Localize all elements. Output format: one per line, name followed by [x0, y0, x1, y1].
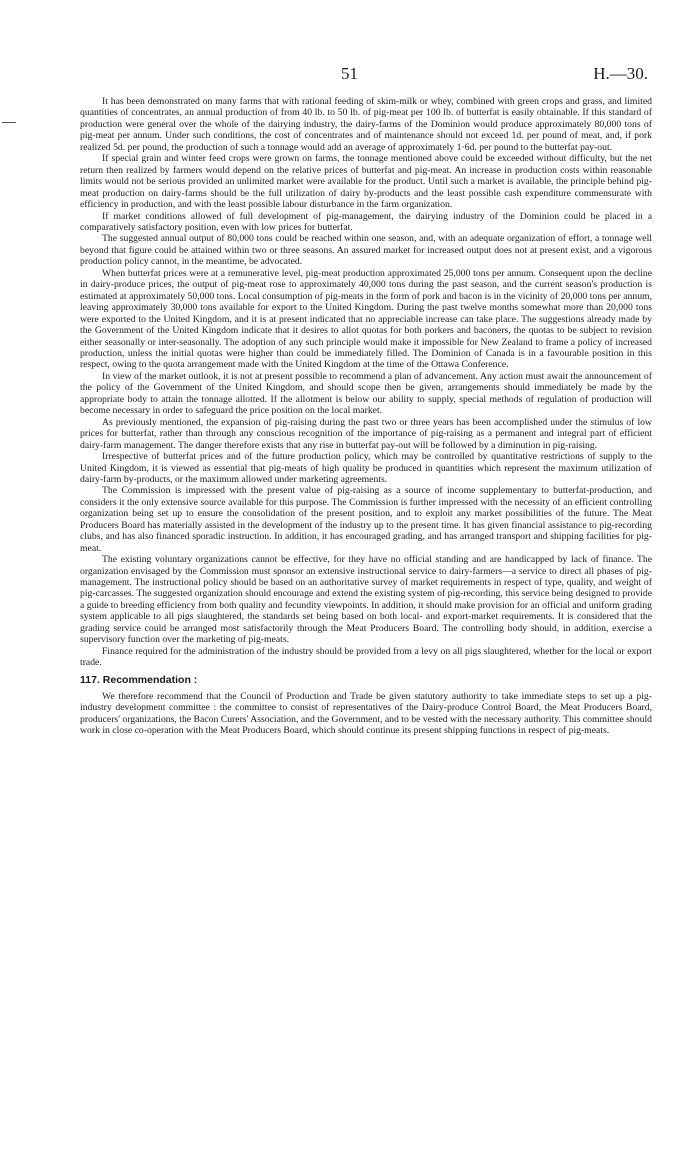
- page-number: 51: [341, 64, 358, 83]
- paragraph: If special grain and winter feed crops were grown on farms, the tonnage mentioned above could be exceeded without difficulty, but the net return then realized by farmers would depend on the relative prices of butterfat and pig-meat. An increase in production costs within reasonable limits would not be serious provided an unlimited market were available for the product. Until such a market is available, the principle behind pig-meat production on dairy-farms should be the full utilization of dairy by-products and the least possible cash expenditure commensurate with efficiency in production, and with the least possible labour disturbance in the farm organization.: [80, 153, 652, 211]
- paragraph: In view of the market outlook, it is not at present possible to recommend a plan of advancement. Any action must await the announcement of the policy of the Government of the United Kingdom, and should scope then be given, arrangements should immediately be made by the appropriate body to attain the tonnage allotted. If the allotment is below our ability to supply, special methods of regulation of production will become necessary in order to safeguard the price position on the local market.: [80, 370, 652, 417]
- paragraph: It has been demonstrated on many farms that with rational feeding of skim-milk or whey, combined with green crops and grass, and limited quantities of concentrates, an annual production of from 40 lb. to 50 lb. of pig-meat per 100 lb. of butterfat is easily obtainable. If this standard of production were general over the whole of the dairying industry, the dairy-farms of the Dominion would produce approximately 80,000 tons of pig-meat per annum. Under such conditions, the cost of concentrates and of maintenance should not exceed 1d. per pound of meat, and, if pork realized 5d. per pound, the production of such a tonnage would add an average of approximately 1·6d. per pound to the butterfat pay-out.: [80, 96, 652, 153]
- paragraph: The suggested annual output of 80,000 tons could be reached within one season, and, with an adequate organization of effort, a tonnage well beyond that figure could be attained within two or three seasons. An assured market for increased output does not at present exist, and a vigorous production policy cannot, in the meantime, be advocated.: [80, 233, 652, 268]
- paragraph: The existing voluntary organizations cannot be effective, for they have no official standing and are handicapped by lack of finance. The organization envisaged by the Commission must sponsor an extensive instructional service to dairy-farmers—a service to direct all phases of pig-management. The instructional policy should be based on an authoritative survey of market requirements in respect of type, quality, and weight of pig-carcasses. The suggested organization should encourage and extend the existing system of pig-recording, this service being designed to provide a guide to breeding efficiency from both quality and fecundity viewpoints. In addition, it should make provision for an official and uniform grading system applicable to all pigs slaughtered, the standards set being based on both local- and export-market requirements. It is considered that the grading service could be arranged most satisfactorily through the Meat Producers Board. The controlling body should, in addition, exercise a supervisory function over the marketing of pig-meats.: [80, 554, 652, 646]
- paragraph: As previously mentioned, the expansion of pig-raising during the past two or three years has been accomplished under the stimulus of low prices for butterfat, rather than through any conscious recognition of the importance of pig-raising as a permanent and integral part of efficient dairy-farm management. The danger therefore exists that any rise in butterfat pay-out will be followed by a diminution in pig-raising.: [80, 416, 652, 451]
- document-reference: H.—30.: [593, 64, 648, 83]
- section-heading: 117. Recommendation :: [80, 673, 198, 686]
- paragraph: The Commission is impressed with the present value of pig-raising as a source of income supplementary to butterfat-production, and considers it the only extensive source available for this purpose. The Commission is further impressed with the necessity of an efficient controlling organization being set up to ensure the consolidation of the present position, and to exploit any market possibilities of the future. The Meat Producers Board has materially assisted in the development of the industry up to the present time. It has given financial assistance to pig-recording clubs, and has also financed sporadic instruction. In addition, it has encouraged grading, and has arranged transport and shipping facilities for pig-meat.: [80, 485, 652, 554]
- paragraph: When butterfat prices were at a remunerative level, pig-meat production approximated 25,000 tons per annum. Consequent upon the decline in dairy-produce prices, the output of pig-meat rose to approximately 40,000 tons during the past season, and the current season's production is estimated at approximately 50,000 tons. Local consumption of pig-meats in the form of pork and bacon is in the vicinity of 20,000 tons per annum, leaving approximately 30,000 tons available for export to the United Kingdom. During the past twelve months somewhat more than 20,000 tons were exported to the United Kingdom, and it is at present indicated that no appreciable increase can take place. The suggestions already made by the Government of the United Kingdom indicate that it desires to allot quotas for both porkers and baconers, the quotas to be subject to revision either seasonally or inter-seasonally. The adoption of any such principle would make it impossible for New Zealand to frame a policy of increased production, unless the initial quotas were higher than could be immediately filled. The Dominion of Canada is in a favourable position in this respect, owing to the quota arrangement made with the United Kingdom at the time of the Ottawa Conference.: [80, 267, 652, 371]
- paragraph: If market conditions allowed of full development of pig-management, the dairying industry of the Dominion could be placed in a comparatively satisfactory position, even with low prices for butterfat.: [80, 210, 652, 233]
- recommendation-paragraph: We therefore recommend that the Council of Production and Trade be given statutory authority to take immediate steps to set up a pig-industry development committee : the committee to consist of representatives of the Dairy-produce Control Board, the Meat Producers Board, producers' organizations, the Bacon Curers' Association, and the Government, and to be vested with the necessary authority. This committee should work in close co-operation with the Meat Producers Board, which should continue its present shipping functions in respect of pig-meats.: [80, 690, 652, 737]
- page-header: [0, 64, 700, 86]
- margin-mark: [2, 122, 16, 123]
- paragraph: Irrespective of butterfat prices and of the future production policy, which may be controlled by quantitative restrictions of supply to the United Kingdom, it is viewed as essential that pig-meats of high quality be produced in quantities which represent the maximum utilization of dairy-farm by-products, or the maximum allowed under marketing agreements.: [80, 451, 652, 485]
- paragraph: Finance required for the administration of the industry should be provided from a levy on all pigs slaughtered, whether for the local or export trade.: [80, 645, 652, 669]
- body-text: [80, 96, 652, 736]
